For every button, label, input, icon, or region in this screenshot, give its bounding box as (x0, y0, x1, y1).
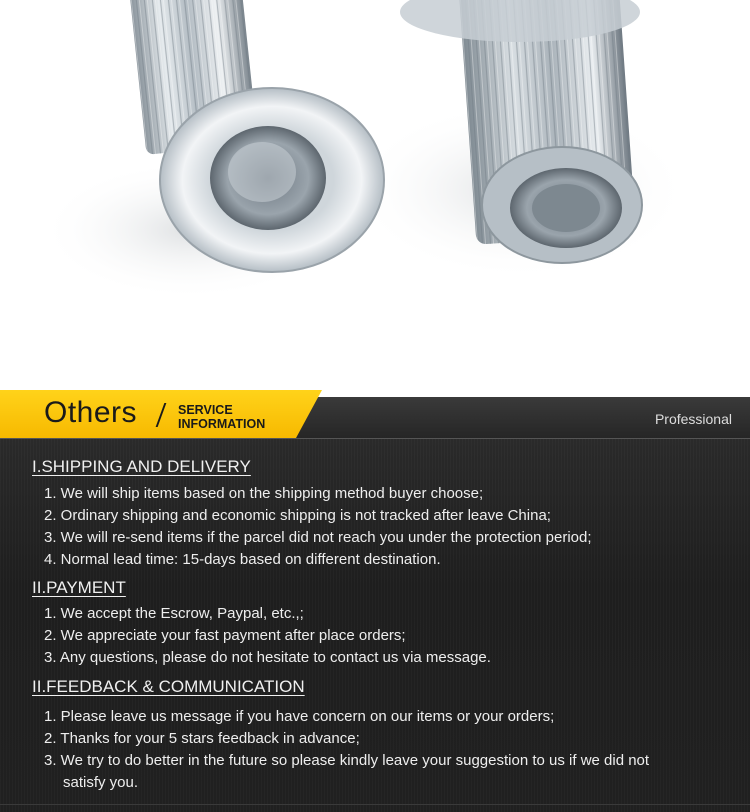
list-item: 3. We will re-send items if the parcel did not reach you under the protection period; (44, 529, 592, 546)
banner-subtitle-line2: INFORMATION (178, 417, 266, 431)
list-item: 2. Thanks for your 5 stars feedback in advance; (44, 730, 360, 747)
section-heading-feedback: II.FEEDBACK & COMMUNICATION (32, 677, 305, 696)
list-item: 3. Any questions, please do not hesitate to contact us via message. (44, 649, 491, 666)
product-photo (0, 0, 750, 390)
service-info-panel (0, 438, 750, 812)
section-heading-shipping: I.SHIPPING AND DELIVERY (32, 457, 251, 476)
list-item-continuation: satisfy you. (63, 774, 139, 791)
list-item: 4. Normal lead time: 15-days based on different destination. (44, 551, 441, 568)
list-item: 2. Ordinary shipping and economic shipping is not tracked after leave China; (44, 507, 551, 524)
list-item: 1. We accept the Escrow, Paypal, etc.,; (44, 605, 304, 622)
banner-subtitle (178, 403, 265, 431)
service-banner (0, 390, 750, 438)
rivet-nut-photo-icon (0, 0, 750, 390)
list-item: 1. Please leave us message if you have concern on our items or your orders; (44, 708, 555, 725)
section-heading-payment: II.PAYMENT (32, 578, 126, 597)
list-item: 3. We try to do better in the future so please kindly leave your suggestion to us if we did not (44, 752, 650, 769)
list-item: 2. We appreciate your fast payment after place orders; (44, 627, 406, 644)
banner-subtitle-line1: SERVICE (178, 403, 233, 417)
banner-right-label: Professional (654, 411, 732, 427)
panel-top-divider (0, 438, 750, 439)
panel-bottom-divider (0, 804, 750, 805)
banner-title: Others (44, 396, 138, 429)
list-item: 1. We will ship items based on the shipping method buyer choose; (44, 485, 484, 502)
